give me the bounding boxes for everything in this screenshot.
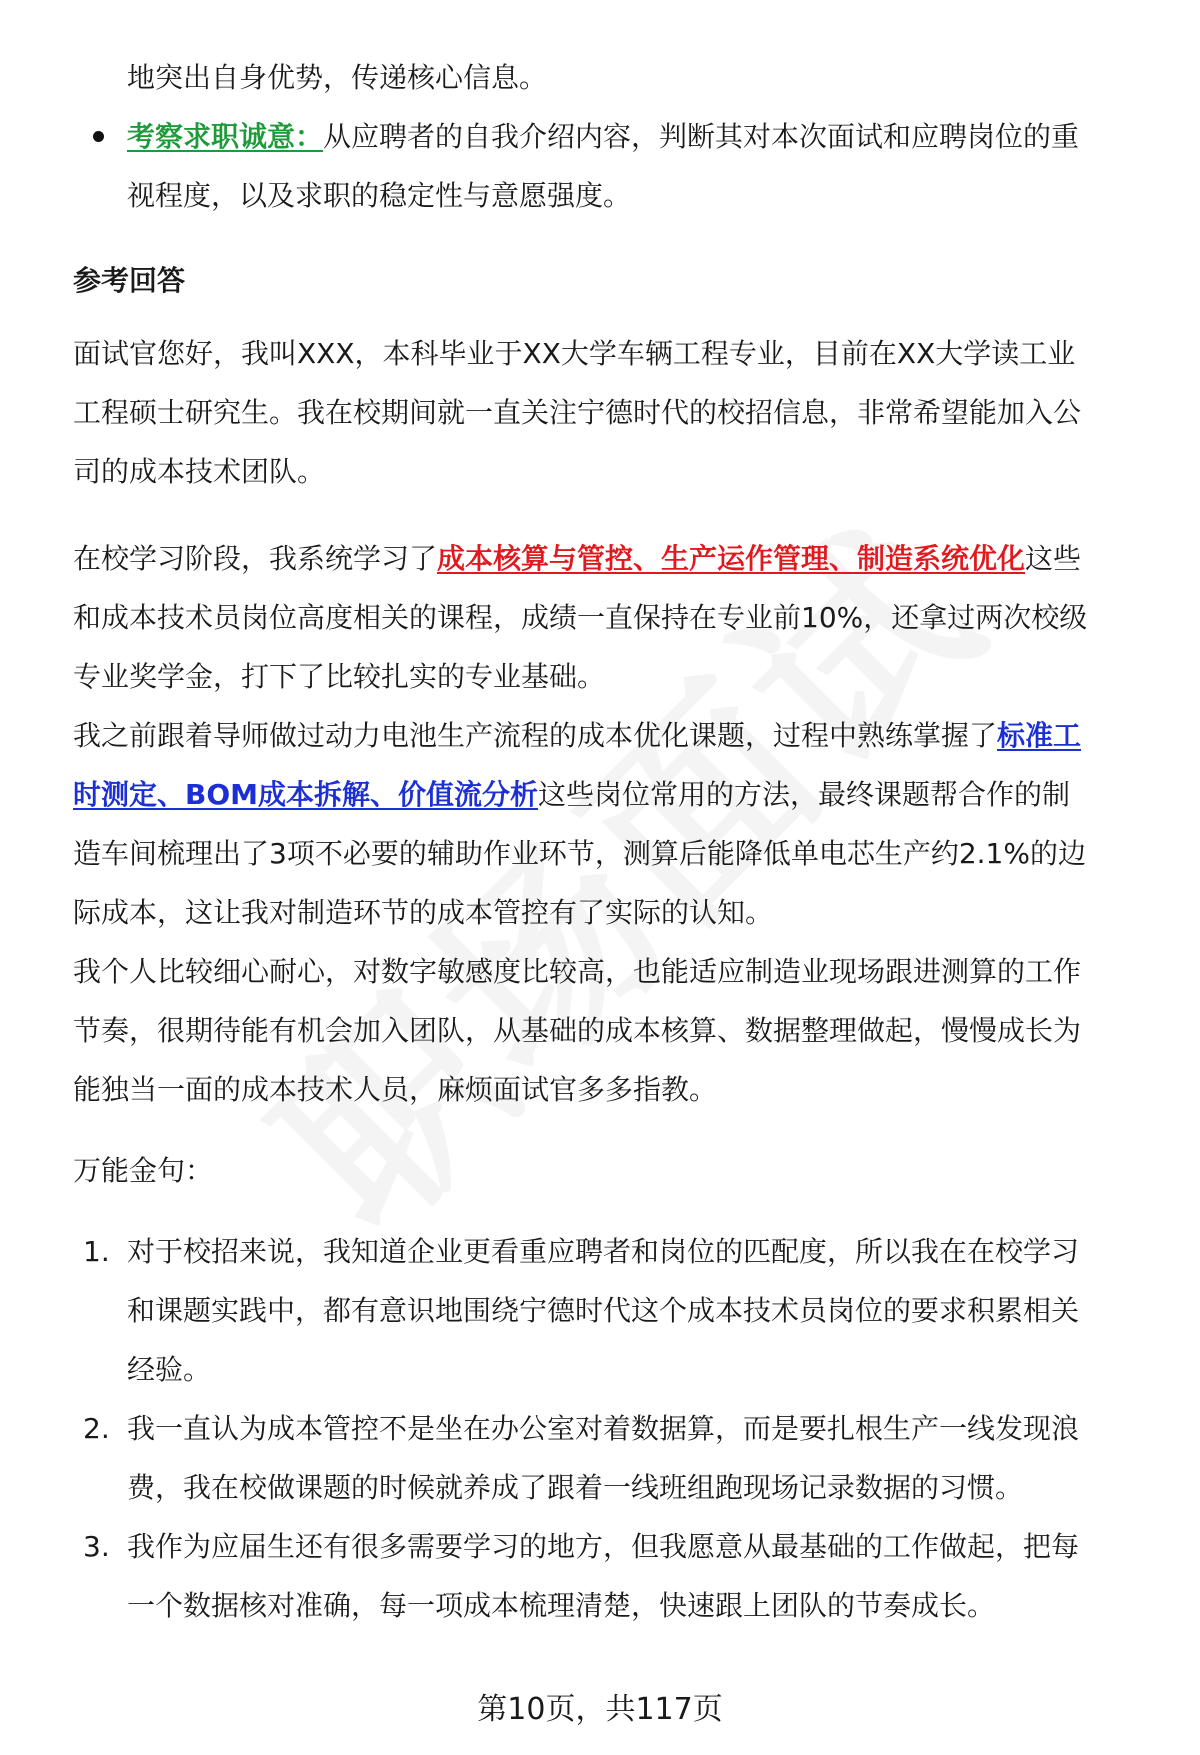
paragraph-2-prefix: 在校学习阶段，我系统学习了 (73, 542, 438, 575)
paragraph-1 (73, 324, 1143, 501)
course-highlight: 成本核算与管控、生产运作管理、制造系统优化 (437, 542, 1026, 575)
paragraph-2-line: 专业奖学金，打下了比较扎实的专业基础。 (73, 660, 606, 693)
reference-heading: 参考回答 (73, 264, 186, 297)
golden-list-item (73, 1517, 1143, 1635)
method-highlight-part1: 标准工 (997, 719, 1082, 752)
list-number: 2. (83, 1412, 110, 1445)
paragraph-4-line: 我个人比较细心耐心，对数字敏感度比较高，也能适应制造业现场跟进测算的工作 (73, 955, 1082, 988)
page-footer: 第10页，共117页 (477, 1692, 723, 1727)
list-number: 3. (83, 1530, 110, 1563)
list-item-line: 我作为应届生还有很多需要学习的地方，但我愿意从最基础的工作做起，把每 (127, 1530, 1080, 1563)
method-highlight-part2: 时测定、BOM成本拆解、价值流分析 (73, 778, 539, 811)
golden-list-item (73, 1399, 1143, 1517)
document-body (73, 48, 1143, 1635)
paragraph-2 (73, 529, 1143, 706)
list-item-line: 和课题实践中，都有意识地围绕宁德时代这个成本技术员岗位的要求积累相关 (127, 1294, 1080, 1327)
golden-list-item (73, 1222, 1143, 1399)
paragraph-1-line: 司的成本技术团队。 (73, 455, 326, 488)
golden-list (73, 1222, 1143, 1635)
paragraph-2-line: 和成本技术员岗位高度相关的课程，成绩一直保持在专业前10%，还拿过两次校级 (73, 601, 1088, 634)
paragraph-4 (73, 942, 1143, 1119)
paragraph-4-line: 能独当一面的成本技术人员，麻烦面试官多多指教。 (73, 1073, 718, 1106)
list-number: 1. (83, 1235, 110, 1268)
paragraph-3-line: 际成本，这让我对制造环节的成本管控有了实际的认知。 (73, 896, 774, 929)
list-item-line: 经验。 (127, 1353, 212, 1386)
bullet-item (73, 107, 1143, 225)
list-item-line: 对于校招来说，我知道企业更看重应聘者和岗位的匹配度，所以我在在校学习 (127, 1235, 1080, 1268)
paragraph-3-suffix: 这些岗位常用的方法，最终课题帮合作的制 (538, 778, 1071, 811)
paragraph-1-line: 工程硕士研究生。我在校期间就一直关注宁德时代的校招信息，非常希望能加入公 (73, 396, 1082, 429)
paragraph-3-prefix: 我之前跟着导师做过动力电池生产流程的成本优化课题，过程中熟练掌握了 (73, 719, 998, 752)
list-item-line: 我一直认为成本管控不是坐在办公室对着数据算，而是要扎根生产一线发现浪 (127, 1412, 1080, 1445)
bullet-text-line1: 从应聘者的自我介绍内容，判断其对本次面试和应聘岗位的重 (323, 120, 1080, 153)
paragraph-4-line: 节奏，很期待能有机会加入团队，从基础的成本核算、数据整理做起，慢慢成长为 (73, 1014, 1082, 1047)
paragraph-3-line: 造车间梳理出了3项不必要的辅助作业环节，测算后能降低单电芯生产约2.1%的边 (73, 837, 1086, 870)
paragraph-3 (73, 706, 1143, 942)
bullet-dot-icon (93, 131, 104, 142)
list-item-line: 一个数据核对准确，每一项成本梳理清楚，快速跟上团队的节奏成长。 (127, 1589, 996, 1622)
bullet-label: 考察求职诚意： (127, 120, 324, 153)
paragraph-2-suffix: 这些 (1025, 542, 1082, 575)
list-item-line: 费，我在校做课题的时候就养成了跟着一线班组跑现场记录数据的习惯。 (127, 1471, 1024, 1504)
golden-heading: 万能金句： (73, 1154, 214, 1187)
bullet-text-line2: 视程度，以及求职的稳定性与意愿强度。 (127, 179, 632, 212)
intro-tail-text: 地突出自身优势，传递核心信息。 (127, 61, 548, 94)
paragraph-1-line: 面试官您好，我叫XXX，本科毕业于XX大学车辆工程专业，目前在XX大学读工业 (73, 337, 1076, 370)
